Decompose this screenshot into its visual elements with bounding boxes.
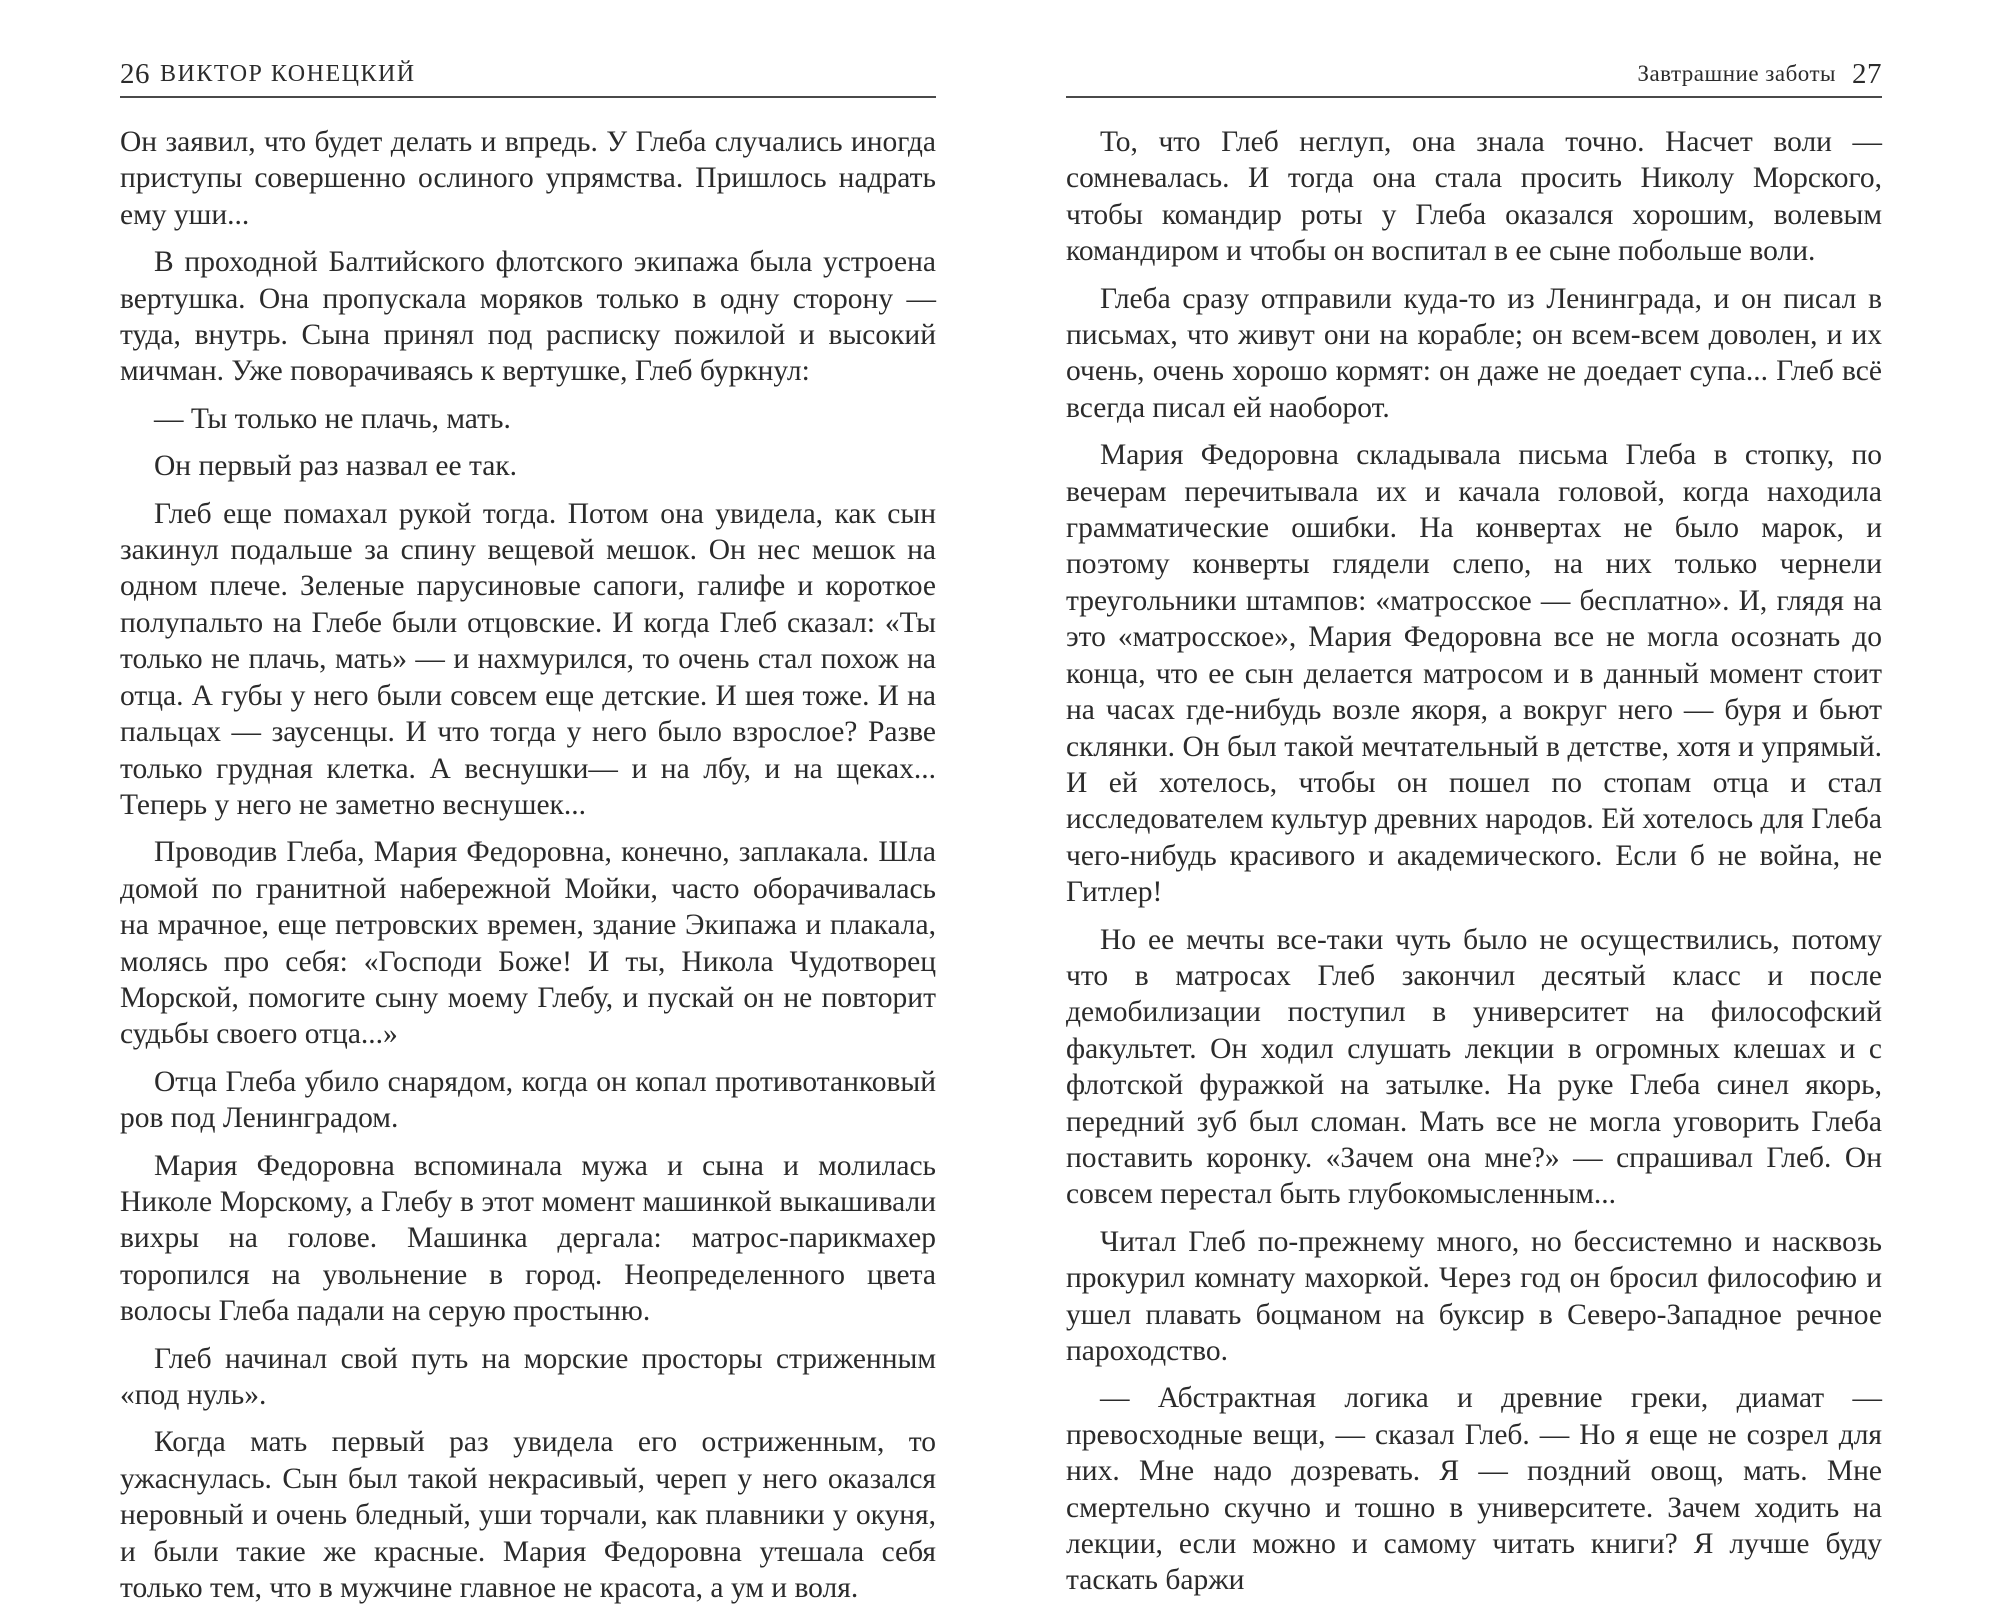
- paragraph: Он заявил, что будет делать и впредь. У Глеба случались иногда приступы совершенно ослиного упрямства. Пришлось надрать ему уши...: [120, 126, 936, 231]
- paragraph: Но ее мечты все-таки чуть было не осуществились, потому что в матросах Глеб закончил десятый класс и после демобилизации поступил в университет на философский факультет. Он ходил слушать лекции в огромных клешах и с флотской фуражкой на затылке. На руке Глеба синел якорь, передний зуб был сломан. Мать все не могла уговорить Глеба поставить коронку. «Зачем она мне?» — спрашивал Глеб. Он совсем перестал быть глубокомысленным...: [1066, 923, 1882, 1211]
- paragraph: Он первый раз назвал ее так.: [154, 450, 518, 483]
- paragraph: Мария Федоровна вспоминала мужа и сына и молилась Николе Морскому, а Глебу в этот момент машинкой выкашивали вихры на голове. Машинка дергала: матрос-парикмахер торопился на увольнение в город. Неопределенного цвета волосы Глеба падали на серую простыню.: [120, 1149, 936, 1328]
- paragraph: — Ты только не плачь, мать.: [154, 402, 511, 435]
- right-body-text: [1066, 124, 1882, 1610]
- paragraph: Отца Глеба убило снарядом, когда он копал противотанковый ров под Ленинградом.: [120, 1065, 936, 1135]
- right-page-number: 27: [1852, 58, 1882, 90]
- right-page: [1066, 0, 1882, 1612]
- left-page-number: 26: [120, 58, 150, 90]
- paragraph: — Абстрактная логика и древние греки, диамат — превосходные вещи, — сказал Глеб. — Но я еще не созрел для них. Мне надо дозревать. Я — поздний овощ, мать. Мне смертельно скучно и тошно в университете. Зачем ходить на лекции, если можно и самому читать книги? Я лучше буду таскать баржи: [1066, 1382, 1882, 1597]
- paragraph: Глеба сразу отправили куда-то из Ленинграда, и он писал в письмах, что живут они на корабле; он всем-всем доволен, и их очень, очень хорошо кормят: он даже не доедает супа... Глеб всё всегда писал ей наоборот.: [1066, 282, 1882, 424]
- paragraph: Проводив Глеба, Мария Федоровна, конечно, заплакала. Шла домой по гранитной набережной Мойки, часто оборачивалась на мрачное, еще петровских времен, здание Экипажа и плакала, молясь про себя: «Господи Боже! И ты, Никола Чудотворец Морской, помогите сыну моему Глебу, и пускай он не повторит судьбы своего отца...»: [120, 836, 936, 1051]
- paragraph: Когда мать первый раз увидела его остриженным, то ужаснулась. Сын был такой некрасивый, череп у него оказался неровный и очень бледный, уши торчали, как плавники у окуня, и были такие же красные. Мария Федоровна утешала себя только тем, что в мужчине главное не красота, а ум и воля.: [120, 1426, 936, 1605]
- left-running-head: [120, 56, 936, 98]
- paragraph: Глеб начинал свой путь на морские просторы стриженным «под нуль».: [120, 1342, 936, 1411]
- left-page: [120, 0, 936, 1612]
- left-running-head-title: ВИКТОР КОНЕЦКИЙ: [160, 61, 416, 87]
- paragraph: Глеб еще помахал рукой тогда. Потом она увидела, как сын закинул подальше за спину вещевой мешок. Он нес мешок на одном плече. Зеленые парусиновые сапоги, галифе и короткое полупальто на Глебе были отцовские. И когда Глеб сказал: «Ты только не плачь, мать» — и нахмурился, то очень стал похож на отца. А губы у него были совсем еще детские. И шея тоже. И на пальцах — заусенцы. И что тогда у него было взрослое? Разве только грудная клетка. А веснушки— и на лбу, и на щеках... Теперь у него не заметно веснушек...: [120, 497, 936, 821]
- left-body-text: [120, 124, 936, 1617]
- paragraph: В проходной Балтийского флотского экипажа была устроена вертушка. Она пропускала моряков только в одну сторону — туда, внутрь. Сына принял под расписку пожилой и высокий мичман. Уже поворачиваясь к вертушке, Глеб буркнул:: [120, 246, 936, 388]
- right-running-head: [1066, 56, 1882, 98]
- right-running-head-title: Завтрашние заботы: [1637, 61, 1836, 86]
- paragraph: Мария Федоровна складывала письма Глеба в стопку, по вечерам перечитывала их и качала головой, когда находила грамматические ошибки. На конвертах не было марок, и поэтому конверты глядели слепо, на них только чернели треугольники штампов: «матросское — бесплатно». И, глядя на это «матросское», Мария Федоровна все не могла осознать до конца, что ее сын делается матросом и в данный момент стоит на часах где-нибудь возле якоря, а вокруг него — буря и бьют склянки. Он был такой мечтательный в детстве, хотя и упрямый. И ей хотелось, чтобы он пошел по стопам отца и стал исследователем культур древних народов. Ей хотелось для Глеба чего-нибудь красивого и академического. Если б не война, не Гитлер!: [1066, 439, 1882, 909]
- paragraph: То, что Глеб неглуп, она знала точно. Насчет воли — сомневалась. И тогда она стала просить Николу Морского, чтобы командир роты у Глеба оказался хорошим, волевым командиром и чтобы он воспитал в ее сыне побольше воли.: [1066, 126, 1882, 268]
- paragraph: Читал Глеб по-прежнему много, но бессистемно и насквозь прокурил комнату махоркой. Через год он бросил философию и ушел плавать боцманом на буксир в Северо-Западное речное пароходство.: [1066, 1225, 1882, 1367]
